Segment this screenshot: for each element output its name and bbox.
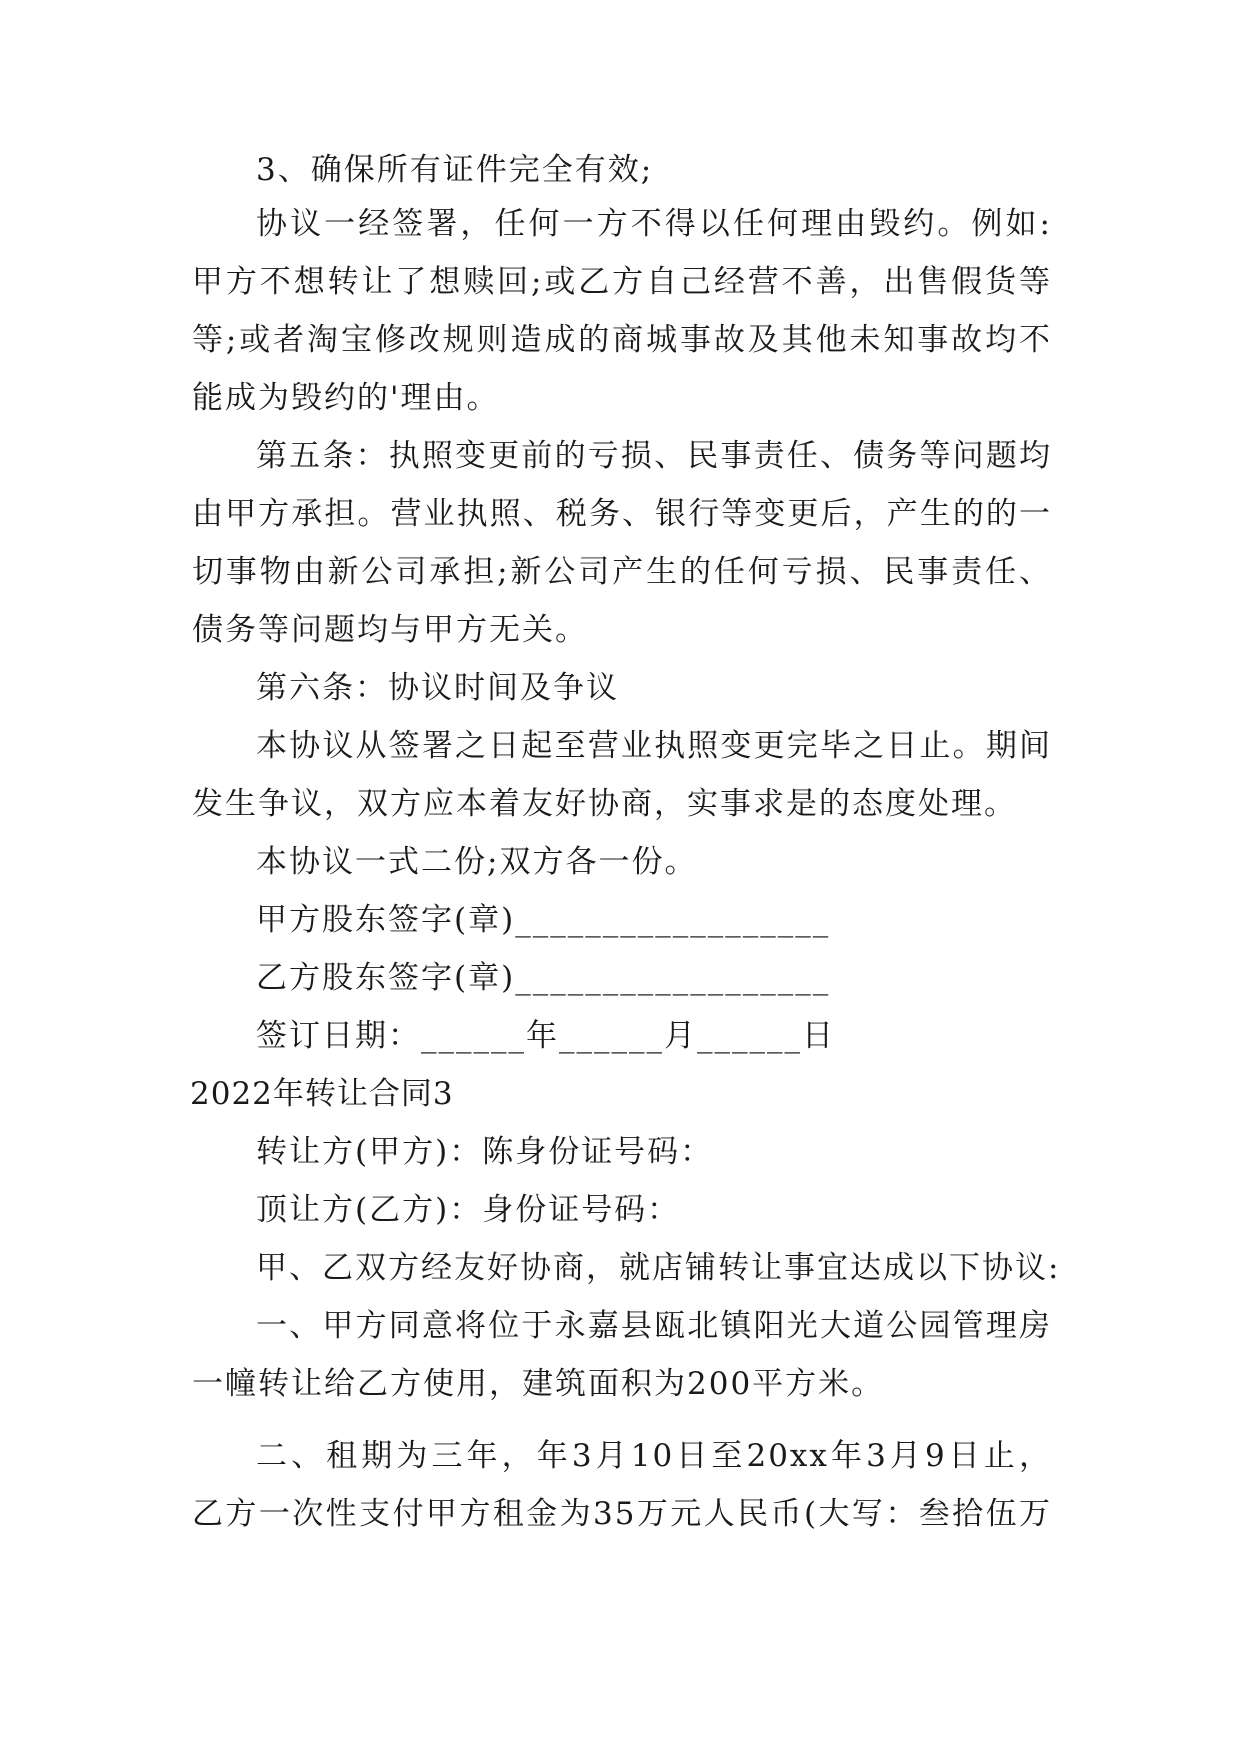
signing-date-line: 签订日期：______年______月______日 [256,1018,835,1054]
paragraph-line: 协议一经签署，任何一方不得以任何理由毁约。例如: [256,206,1052,242]
contract-title: 2022年转让合同3 [190,1076,454,1112]
paragraph-line: 甲方不想转让了想赎回;或乙方自己经营不善，出售假货等 [192,264,1052,300]
paragraph-line: 发生争议，双方应本着友好协商，实事求是的态度处理。 [192,786,1017,822]
signature-line-party-a: 甲方股东签字(章)__________________ [256,902,831,938]
section-heading: 第六条：协议时间及争议 [256,670,619,706]
paragraph-line: 切事物由新公司承担;新公司产生的任何亏损、民事责任、 [192,554,1052,590]
paragraph-line: 甲、乙双方经友好协商，就店铺转让事宜达成以下协议: [256,1250,1061,1286]
paragraph-line: 本协议从签署之日起至营业执照变更完毕之日止。期间 [256,728,1052,764]
paragraph-line: 乙方一次性支付甲方租金为35万元人民币(大写：叁拾伍万 [192,1496,1052,1532]
transferor-line: 转让方(甲方)：陈身份证号码： [256,1134,714,1170]
paragraph-line: 第五条：执照变更前的亏损、民事责任、债务等问题均 [256,438,1052,474]
paragraph-line: 债务等问题均与甲方无关。 [192,612,588,648]
signature-line-party-b: 乙方股东签字(章)__________________ [256,960,831,996]
paragraph-line: 一幢转让给乙方使用，建筑面积为200平方米。 [192,1366,885,1402]
paragraph-line: 二、租期为三年，年3月10日至20xx年3月9日止， [256,1438,1052,1474]
paragraph-line: 由甲方承担。营业执照、税务、银行等变更后，产生的的一 [192,496,1052,532]
paragraph-line: 能成为毁约的'理由。 [192,380,500,416]
transferee-line: 顶让方(乙方)：身份证号码： [256,1192,681,1228]
paragraph-line: 3、确保所有证件完全有效; [256,152,654,188]
paragraph-line: 本协议一式二份;双方各一份。 [256,844,698,880]
paragraph-line: 等;或者淘宝修改规则造成的商城事故及其他未知事故均不 [192,322,1052,358]
paragraph-line: 一、甲方同意将位于永嘉县瓯北镇阳光大道公园管理房 [256,1308,1052,1344]
